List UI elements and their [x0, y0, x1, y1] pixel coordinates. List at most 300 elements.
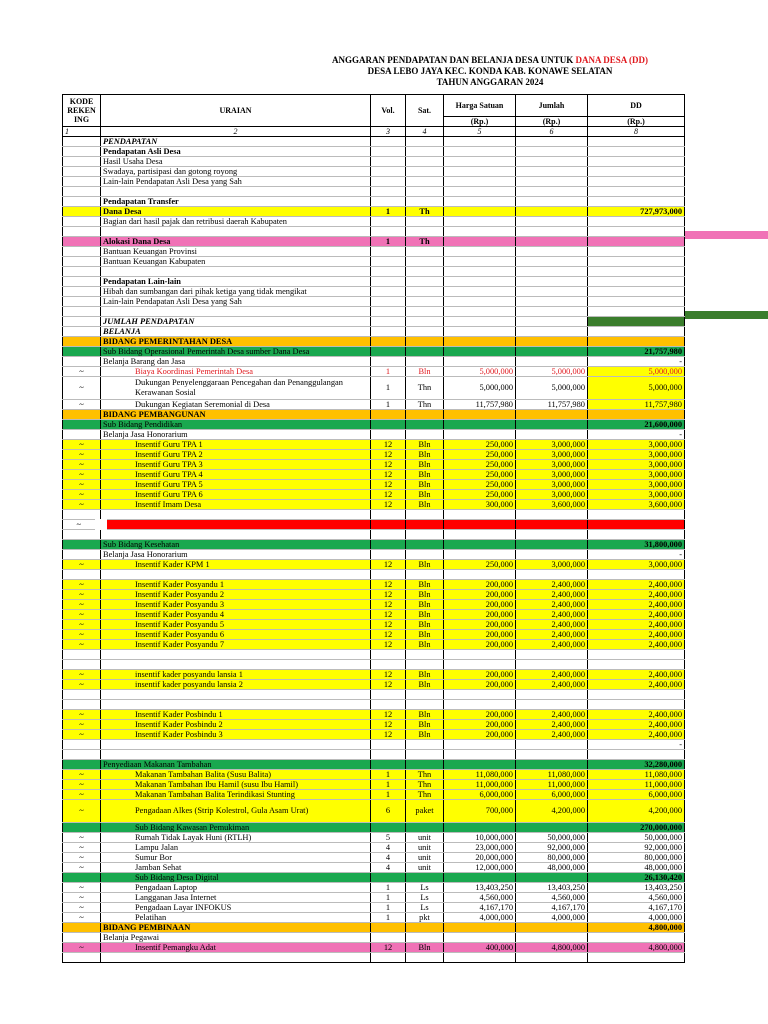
vol-cell: 12 [371, 680, 406, 690]
item-name: Makanan Tambahan Ibu Hamil (susu Ibu Hamil) [101, 780, 371, 790]
table-row [63, 690, 685, 700]
table-row: Belanja Jasa Honorarium - [63, 430, 685, 440]
harga-cell: 250,000 [444, 460, 516, 470]
row-label: Sub Bidang Desa Digital [101, 873, 371, 883]
col-number: 6 [516, 127, 588, 137]
jumlah-cell: 92,000,000 [516, 843, 588, 853]
vol-cell: 12 [371, 450, 406, 460]
table-body [63, 570, 685, 580]
item-row [63, 440, 685, 450]
row-label: Bantuan Keuangan Provinsi [101, 247, 371, 257]
col-number: 1 [63, 127, 101, 137]
row-label: BIDANG PEMBANGUNAN [101, 410, 371, 420]
dd-cell: 3,600,000 [588, 500, 685, 510]
tilde-cell: ~ [63, 893, 101, 903]
table-row [63, 297, 685, 307]
dd-cell: 80,000,000 [588, 853, 685, 863]
sat-cell: Bln [406, 440, 444, 450]
item-row [63, 903, 685, 913]
dd-cell: 21,757,980 [588, 347, 685, 357]
vol-cell: 12 [371, 640, 406, 650]
item-name: Insentif Kader Posbindu 3 [101, 730, 371, 740]
harga-cell: 250,000 [444, 450, 516, 460]
tilde-cell: ~ [63, 670, 101, 680]
table-row-red: ~ [63, 520, 685, 530]
tilde-cell: ~ [63, 600, 101, 610]
row-label: Pengadaan Alkes (Strip Kolestrol, Gula Asam Urat) [101, 800, 371, 823]
item-name: Insentif Imam Desa [101, 500, 371, 510]
posbindu-items [63, 710, 685, 740]
jumlah-cell: 2,400,000 [516, 640, 588, 650]
table-row: - [63, 740, 685, 750]
sat-cell: pkt [406, 913, 444, 923]
table-row [63, 167, 685, 177]
item-row [63, 670, 685, 680]
jumlah-cell: 2,400,000 [516, 720, 588, 730]
item-row [63, 610, 685, 620]
vol-cell: 1 [371, 770, 406, 780]
col-dd: DD [588, 95, 685, 117]
harga-cell: 23,000,000 [444, 843, 516, 853]
jumlah-cell: 11,000,000 [516, 780, 588, 790]
item-row [63, 780, 685, 790]
table-row-subbidang [63, 540, 685, 550]
dd-cell: 2,400,000 [588, 590, 685, 600]
table-row-bidang [63, 337, 685, 347]
jumlah-cell: 2,400,000 [516, 600, 588, 610]
harga-cell: 200,000 [444, 630, 516, 640]
col-sat: Sat. [406, 95, 444, 127]
posyandu-items [63, 580, 685, 650]
jumlah-cell: 2,400,000 [516, 730, 588, 740]
row-label: Dukungan Penyelenggaraan Pencegahan dan Penanggulangan Kerawanan Sosial [101, 377, 371, 400]
vol-cell: 12 [371, 470, 406, 480]
item-name: Insentif Kader Posbindu 1 [101, 710, 371, 720]
row-label: Lain-lain Pendapatan Asli Desa yang Sah [101, 177, 371, 187]
section-label: BELANJA [101, 327, 371, 337]
table-row-jumlah-pendapatan [63, 317, 685, 327]
dd-cell: 2,400,000 [588, 670, 685, 680]
budget-table [62, 94, 685, 963]
dd-cell: 4,167,170 [588, 903, 685, 913]
item-name: insentif kader posyandu lansia 2 [101, 680, 371, 690]
harga-cell: 300,000 [444, 500, 516, 510]
jumlah-cell: 2,400,000 [516, 680, 588, 690]
tpa-items [63, 440, 685, 510]
row-label: Belanja Barang dan Jasa [101, 357, 371, 367]
tilde-cell: ~ [63, 790, 101, 800]
tilde-cell: ~ [63, 610, 101, 620]
harga-cell: 12,000,000 [444, 863, 516, 873]
sat-cell: Bln [406, 680, 444, 690]
tilde-cell: ~ [63, 833, 101, 843]
row-label: Sub Bidang Kesehatan [101, 540, 371, 550]
dd-cell: 2,400,000 [588, 720, 685, 730]
col-number: 4 [406, 127, 444, 137]
row-label: Bantuan Keuangan Kabupaten [101, 257, 371, 267]
jumlah-cell: 4,560,000 [516, 893, 588, 903]
table-row [63, 177, 685, 187]
sat-cell: Bln [406, 710, 444, 720]
item-name: Insentif Kader Posyandu 6 [101, 630, 371, 640]
table-row [63, 257, 685, 267]
sat-cell: Bln [406, 590, 444, 600]
item-name: Insentif Guru TPA 1 [101, 440, 371, 450]
title-line-3: TAHUN ANGGARAN 2024 [436, 77, 544, 87]
tilde-cell: ~ [63, 470, 101, 480]
lansia-items [63, 670, 685, 690]
section-label: PENDAPATAN [101, 137, 371, 147]
vol-cell: 12 [371, 720, 406, 730]
col-number: 2 [101, 127, 371, 137]
vol-cell: 1 [371, 913, 406, 923]
table-row-add [63, 237, 685, 247]
row-label: Dana Desa [101, 207, 371, 217]
item-row [63, 720, 685, 730]
item-row [63, 913, 685, 923]
vol-cell: 1 [371, 207, 406, 217]
col-kode: KODE REKEN ING [63, 95, 101, 127]
item-row [63, 680, 685, 690]
harga-cell: 20,000,000 [444, 853, 516, 863]
item-name: Insentif Guru TPA 4 [101, 470, 371, 480]
row-label: Dukungan Kegiatan Seremonial di Desa [101, 400, 371, 410]
item-row [63, 560, 685, 570]
vol-cell: 12 [371, 440, 406, 450]
tilde-cell: ~ [63, 490, 101, 500]
table-row [63, 187, 685, 197]
harga-cell: 13,403,250 [444, 883, 516, 893]
item-name: Pelatihan [101, 913, 371, 923]
col-uraian: URAIAN [101, 95, 371, 127]
dd-cell: 2,400,000 [588, 630, 685, 640]
table-row: ~ Dukungan Kegiatan Seremonial di Desa 1 Thn 11,757,980 11,757,980 11,757,980 [63, 400, 685, 410]
dd-cell: 11,000,000 [588, 780, 685, 790]
harga-cell: 200,000 [444, 610, 516, 620]
item-name: Insentif Kader Posyandu 5 [101, 620, 371, 630]
item-name: insentif kader posyandu lansia 1 [101, 670, 371, 680]
item-name: Jamban Sehat [101, 863, 371, 873]
tilde-cell: ~ [63, 620, 101, 630]
table-row: ~ Pengadaan Alkes (Strip Kolestrol, Gula Asam Urat) 6 paket 700,000 4,200,000 4,200,000 [63, 800, 685, 823]
item-row [63, 580, 685, 590]
vol-cell: 12 [371, 710, 406, 720]
sat-cell: Bln [406, 580, 444, 590]
col-number: 3 [371, 127, 406, 137]
col-number: 8 [588, 127, 685, 137]
jumlah-cell: 3,000,000 [516, 480, 588, 490]
row-label: Sub Bidang Pendidikan [101, 420, 371, 430]
dd-cell: 270,000,000 [588, 823, 685, 833]
item-name: Insentif Kader Posyandu 1 [101, 580, 371, 590]
harga-cell: 4,000,000 [444, 913, 516, 923]
vol-cell: 12 [371, 480, 406, 490]
tilde-cell: ~ [63, 903, 101, 913]
sat-cell: Bln [406, 450, 444, 460]
jumlah-cell: 50,000,000 [516, 833, 588, 843]
vol-cell: 4 [371, 843, 406, 853]
table-row [63, 287, 685, 297]
sat-cell: Bln [406, 630, 444, 640]
tilde-cell: ~ [63, 720, 101, 730]
dd-cell: 3,000,000 [588, 460, 685, 470]
vol-cell: 1 [371, 893, 406, 903]
dd-cell: 2,400,000 [588, 620, 685, 630]
dd-cell: 727,973,000 [588, 207, 685, 217]
tilde-cell: ~ [63, 580, 101, 590]
harga-cell: 4,560,000 [444, 893, 516, 903]
sat-cell: unit [406, 843, 444, 853]
jumlah-cell: 4,000,000 [516, 913, 588, 923]
tilde-cell: ~ [63, 730, 101, 740]
dd-cell: 3,000,000 [588, 440, 685, 450]
vol-cell: 1 [371, 790, 406, 800]
dd-cell: 32,280,000 [588, 760, 685, 770]
harga-cell: 200,000 [444, 590, 516, 600]
harga-cell: 4,167,170 [444, 903, 516, 913]
table-row [63, 933, 685, 943]
harga-cell: 200,000 [444, 670, 516, 680]
table-row-pemangku: ~ Insentif Pemangku Adat 12 Bln 400,000 4,800,000 4,800,000 [63, 943, 685, 953]
jumlah-cell: 3,000,000 [516, 460, 588, 470]
jumlah-cell: 2,400,000 [516, 620, 588, 630]
item-name: Insentif Guru TPA 3 [101, 460, 371, 470]
table-body [63, 873, 685, 883]
dd-cell: 2,400,000 [588, 640, 685, 650]
tilde-cell: ~ [63, 913, 101, 923]
item-row [63, 620, 685, 630]
vol-cell: 12 [371, 580, 406, 590]
table-row-subbidang [63, 823, 685, 833]
title-highlight: DANA DESA (DD) [575, 55, 649, 65]
col-harga-unit: (Rp.) [444, 117, 516, 127]
item-name: Pengadaan Laptop [101, 883, 371, 893]
item-name: Insentif Kader Posyandu 3 [101, 600, 371, 610]
table-body [63, 510, 685, 560]
item-name: Insentif Guru TPA 6 [101, 490, 371, 500]
vol-cell: 1 [371, 903, 406, 913]
tilde-cell: ~ [63, 843, 101, 853]
row-label: Penyediaan Makanan Tambahan [101, 760, 371, 770]
dd-cell: 11,080,000 [588, 770, 685, 780]
row-label: Hibah dan sumbangan dari pihak ketiga yang tidak mengikat [101, 287, 371, 297]
table-row: Belanja Jasa Honorarium - [63, 550, 685, 560]
row-label: Alokasi Dana Desa [101, 237, 371, 247]
table-row [63, 267, 685, 277]
harga-cell: 250,000 [444, 440, 516, 450]
row-label: BIDANG PEMERINTAHAN DESA [101, 337, 371, 347]
item-name: Insentif Kader Posbindu 2 [101, 720, 371, 730]
report-title [250, 55, 730, 88]
harga-cell: 11,080,000 [444, 770, 516, 780]
table-row-bidang [63, 923, 685, 933]
dd-cell: 3,000,000 [588, 560, 685, 570]
tilde-cell: ~ [63, 460, 101, 470]
table-header [63, 95, 685, 137]
sat-cell: Bln [406, 480, 444, 490]
jumlah-cell: 48,000,000 [516, 863, 588, 873]
table-row [63, 197, 685, 207]
row-label: Belanja Jasa Honorarium [101, 550, 371, 560]
harga-cell: 11,000,000 [444, 780, 516, 790]
sat-cell: Bln [406, 640, 444, 650]
kawasan-items [63, 833, 685, 873]
row-label: Lain-lain Pendapatan Asli Desa yang Sah [101, 297, 371, 307]
table-row [63, 277, 685, 287]
item-row [63, 500, 685, 510]
dd-cell: 48,000,000 [588, 863, 685, 873]
row-label: Belanja Pegawai [101, 933, 371, 943]
harga-cell: 250,000 [444, 560, 516, 570]
row-label: Biaya Koordinasi Pemerintah Desa [101, 367, 371, 377]
item-name: Insentif Guru TPA 5 [101, 480, 371, 490]
row-label: JUMLAH PENDAPATAN [101, 317, 371, 327]
harga-cell: 200,000 [444, 720, 516, 730]
tilde-cell: ~ [63, 480, 101, 490]
table-row-subbidang [63, 347, 685, 357]
table-body [63, 740, 685, 770]
table-row: ~ Biaya Koordinasi Pemerintah Desa 1 Bln 5,000,000 5,000,000 5,000,000 [63, 367, 685, 377]
dd-cell: 31,800,000 [588, 540, 685, 550]
kpm-items [63, 560, 685, 570]
vol-cell: 4 [371, 863, 406, 873]
jumlah-cell: 3,000,000 [516, 560, 588, 570]
vol-cell: 12 [371, 600, 406, 610]
sat-cell: Bln [406, 610, 444, 620]
sat-cell: unit [406, 833, 444, 843]
sat-cell: Bln [406, 500, 444, 510]
dd-cell: 2,400,000 [588, 680, 685, 690]
dd-cell: 21,600,000 [588, 420, 685, 430]
jumlah-cell: 3,600,000 [516, 500, 588, 510]
table-row [63, 750, 685, 760]
vol-cell: 12 [371, 610, 406, 620]
col-number: 5 [444, 127, 516, 137]
harga-cell: 200,000 [444, 710, 516, 720]
table-row [63, 953, 685, 963]
table-row [63, 510, 685, 520]
sat-cell: Bln [406, 560, 444, 570]
sat-cell: Bln [406, 460, 444, 470]
tilde-cell: ~ [63, 440, 101, 450]
vol-cell: 12 [371, 560, 406, 570]
jumlah-cell: 2,400,000 [516, 630, 588, 640]
sat-cell: Bln [406, 720, 444, 730]
row-label: BIDANG PEMBINAAN [101, 923, 371, 933]
item-name: Rumah Tidak Layak Huni (RTLH) [101, 833, 371, 843]
sat-cell: Bln [406, 490, 444, 500]
table-row [63, 137, 685, 147]
row-label: Bagian dari hasil pajak dan retribusi daerah Kabupaten [101, 217, 371, 227]
harga-cell: 250,000 [444, 470, 516, 480]
tilde-cell: ~ [63, 853, 101, 863]
dd-cell: 6,000,000 [588, 790, 685, 800]
table-body [63, 923, 685, 963]
jumlah-cell: 4,167,170 [516, 903, 588, 913]
sat-cell: unit [406, 863, 444, 873]
item-row [63, 480, 685, 490]
table-row-subbidang [63, 420, 685, 430]
item-row [63, 600, 685, 610]
tilde-cell: ~ [63, 780, 101, 790]
dd-cell: 3,000,000 [588, 490, 685, 500]
table-row [63, 147, 685, 157]
table-row [63, 247, 685, 257]
dd-cell: 3,000,000 [588, 480, 685, 490]
harga-cell: 200,000 [444, 580, 516, 590]
sat-cell: Bln [406, 670, 444, 680]
tilde-cell: ~ [63, 590, 101, 600]
jumlah-cell: 2,400,000 [516, 590, 588, 600]
table-body [63, 690, 685, 710]
harga-cell: 250,000 [444, 480, 516, 490]
jumlah-cell: 6,000,000 [516, 790, 588, 800]
item-row [63, 730, 685, 740]
item-row [63, 893, 685, 903]
item-name: Insentif Guru TPA 2 [101, 450, 371, 460]
col-vol: Vol. [371, 95, 406, 127]
item-row [63, 790, 685, 800]
item-name: Insentif Kader KPM 1 [101, 560, 371, 570]
item-row [63, 460, 685, 470]
dd-cell: 4,800,000 [588, 923, 685, 933]
row-label: Pendapatan Lain-lain [101, 277, 371, 287]
item-row [63, 590, 685, 600]
jumlah-cell: 2,400,000 [516, 710, 588, 720]
col-harga: Harga Satuan [444, 95, 516, 117]
tilde-cell: ~ [63, 770, 101, 780]
col-jumlah-unit: (Rp.) [516, 117, 588, 127]
item-row [63, 853, 685, 863]
vol-cell: 1 [371, 780, 406, 790]
dd-cell: 2,400,000 [588, 710, 685, 720]
dd-cell: 3,000,000 [588, 470, 685, 480]
sat-cell: Ls [406, 883, 444, 893]
vol-cell: 5 [371, 833, 406, 843]
row-label: Sub Bidang Kawasan Pemukiman [101, 823, 371, 833]
item-row [63, 490, 685, 500]
sat-cell: Th [406, 207, 444, 217]
item-row [63, 883, 685, 893]
item-name: Insentif Kader Posyandu 2 [101, 590, 371, 600]
vol-cell: 12 [371, 730, 406, 740]
jumlah-cell: 11,080,000 [516, 770, 588, 780]
vol-cell: 12 [371, 460, 406, 470]
dd-cell: 13,403,250 [588, 883, 685, 893]
row-label: Pendapatan Transfer [101, 197, 371, 207]
table-body [63, 137, 685, 440]
dd-cell: 2,400,000 [588, 600, 685, 610]
green-side-strip [684, 311, 768, 319]
dd-cell: 50,000,000 [588, 833, 685, 843]
harga-cell: 200,000 [444, 620, 516, 630]
sat-cell: Bln [406, 620, 444, 630]
col-jumlah: Jumlah [516, 95, 588, 117]
tilde-cell: ~ [63, 630, 101, 640]
jumlah-cell: 13,403,250 [516, 883, 588, 893]
table-row [63, 570, 685, 580]
item-row [63, 640, 685, 650]
dd-cell: 3,000,000 [588, 450, 685, 460]
jumlah-cell: 3,000,000 [516, 450, 588, 460]
vol-cell: 12 [371, 500, 406, 510]
vol-cell: 1 [371, 237, 406, 247]
table-row [63, 530, 685, 540]
item-row [63, 833, 685, 843]
harga-cell: 200,000 [444, 730, 516, 740]
vol-cell: 12 [371, 620, 406, 630]
jumlah-cell: 80,000,000 [516, 853, 588, 863]
